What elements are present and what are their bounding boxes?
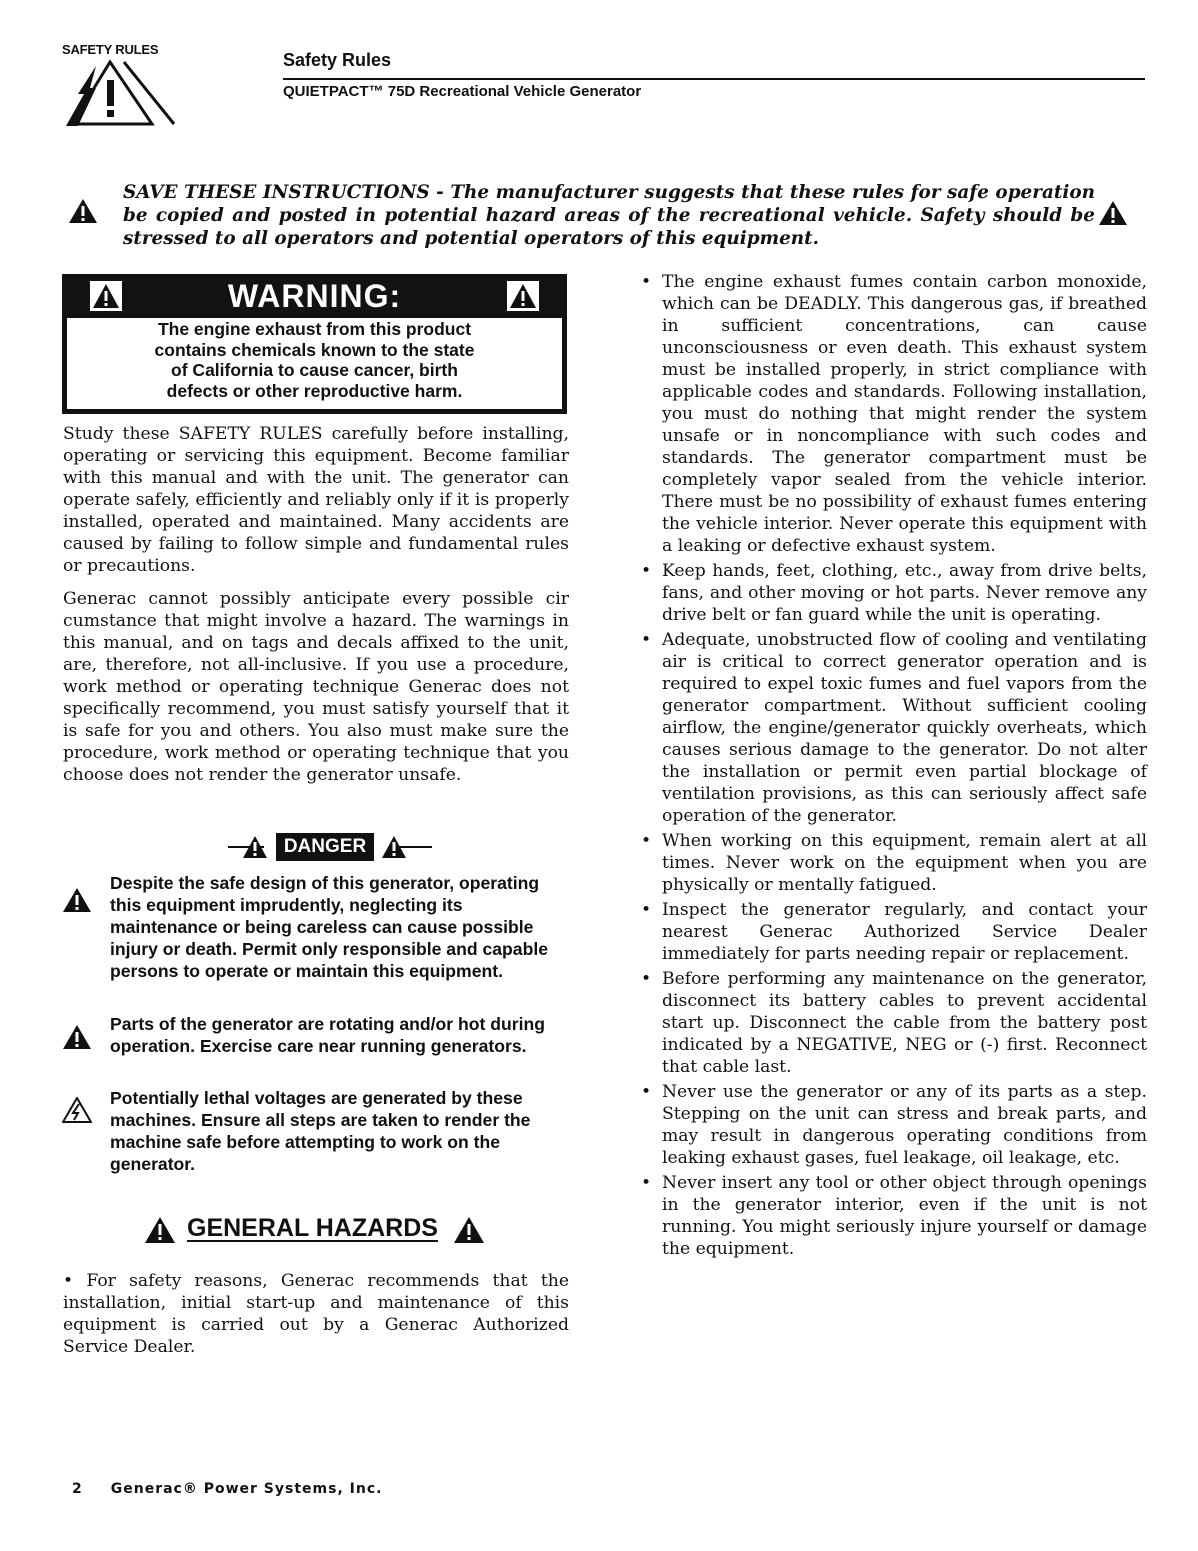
- bullet: •: [63, 1271, 87, 1291]
- list-item: [641, 968, 1147, 1078]
- warning-line: defects or other reproductive harm.: [166, 380, 463, 401]
- bullet: •: [641, 969, 652, 989]
- electrical-hazard-icon: [62, 1097, 92, 1123]
- warning-line: The engine exhaust from this product: [157, 319, 472, 339]
- list-item-text: Never insert any tool or other object through openings in the generator interior, even if the unit is not running. You might seriously injure yourself or damage the equipment.: [662, 1173, 1147, 1259]
- general-hazards-heading: [144, 1210, 494, 1250]
- warning-message: [67, 319, 562, 401]
- page-number: 2: [72, 1481, 83, 1497]
- warning-triangle-icon: [1098, 200, 1128, 226]
- warning-header: [62, 274, 567, 318]
- list-item: [63, 1270, 569, 1358]
- disclaimer-paragraph: Generac cannot possibly anticipate every possible cir cumstance that might involve a hazard. The warnings in this manual, and on tags and decals affixed to the unit, are, therefore, not all-inclusive. If you use a procedure, work method or operating technique Generac does not specifically recommend, you must satisfy yourself that it is safe for you and others. You also must make sure the procedure, work method or operating technique that you choose does not render the generator unsafe.: [63, 589, 569, 785]
- list-item-text: Keep hands, feet, clothing, etc., away from drive belts, fans, and other moving or hot parts. Never remove any drive belt or fan guard while the unit is operating.: [662, 561, 1147, 625]
- list-item: [641, 830, 1147, 896]
- list-item: [641, 1081, 1147, 1169]
- bullet: •: [641, 1082, 652, 1102]
- danger-label: DANGER: [276, 833, 374, 861]
- company-name: Generac® Power Systems, Inc.: [110, 1481, 383, 1497]
- warning-triangle-icon: [453, 1216, 485, 1244]
- page-footer: [72, 1481, 382, 1497]
- safety-rules-emblem: [62, 42, 184, 57]
- list-item: [641, 899, 1147, 965]
- bullet: •: [641, 272, 652, 292]
- list-item-text: Inspect the generator regularly, and contact your nearest Generac Authorized Service Dealer immediately for parts needing repair or replacement.: [662, 900, 1147, 964]
- danger-heading: [228, 833, 488, 861]
- save-instructions-text: SAVE THESE INSTRUCTIONS - The manufacturer suggests that these rules for safe operation be copied and posted in potential hazard areas of the recreational vehicle. Safety should be stressed to all operators and potential operators of this equipment.: [123, 182, 1095, 249]
- list-item: [641, 271, 1147, 557]
- warning-triangle-icon: [68, 198, 98, 224]
- divider: [396, 846, 432, 848]
- general-hazards-title: GENERAL HAZARDS: [187, 1214, 438, 1242]
- list-item-text: Before performing any maintenance on the generator, disconnect its battery cables to prevent accidental start up. Disconnect the cable from the battery post indicated by a NEGATIVE, NEG or (-) first. Reconnect that cable last.: [662, 969, 1147, 1077]
- warning-label: WARNING:: [227, 278, 402, 314]
- list-item-text: Never use the generator or any of its parts as a step. Stepping on the unit can stress and break parts, and may result in dangerous operating conditions from leaking exhaust gases, fuel leakage, oil leakage, etc.: [662, 1082, 1147, 1168]
- warning-triangle-icon: [144, 1216, 176, 1244]
- page-title: Safety Rules: [283, 50, 392, 70]
- warning-line: of California to cause cancer, birth: [171, 360, 458, 380]
- danger-item: Potentially lethal voltages are generated by these machines. Ensure all steps are taken to render the machine safe before attempting to work on the generator.: [110, 1088, 531, 1174]
- hazard-list: [641, 271, 1147, 1263]
- warning-box: [62, 274, 567, 414]
- list-item-text: The engine exhaust fumes contain carbon monoxide, which can be DEADLY. This dangerous gas, if breathed in sufficient concentrations, can cause unconsciousness or even death. This exhaust system must be installed properly, in strict compliance with applicable codes and standards. Following installation, you must do nothing that might render the system unsafe or in noncompliance with such codes and standards. The generator compartment must be completely vapor sealed from the vehicle interior. There must be no possibility of exhaust fumes entering the vehicle interior. Never operate this equipment with a leaking or defective exhaust system.: [662, 272, 1147, 556]
- bullet: •: [641, 561, 652, 581]
- warning-triangle-icon: [507, 281, 539, 311]
- list-item-text: For safety reasons, Generac recommends that the installation, initial start-up and maintenance of this equipment is carried out by a Generac Authorized Service Dealer.: [63, 1271, 569, 1357]
- warning-message-panel: [67, 318, 562, 409]
- bullet: •: [641, 831, 652, 851]
- danger-item: Parts of the generator are rotating and/or hot during operation. Exercise care near running generators.: [110, 1014, 545, 1056]
- intro-paragraph: Study these SAFETY RULES carefully before installing, operating or servicing this equipment. Become familiar with this manual and with the unit. The generator can operate safely, efficiently and reliably only if it is properly installed, operated and maintained. Many accidents are caused by failing to follow simple and fundamental rules or precautions.: [63, 424, 569, 576]
- warning-triangle-icon: [242, 835, 268, 859]
- list-item: [641, 560, 1147, 626]
- list-item: [641, 629, 1147, 827]
- bullet: •: [641, 630, 652, 650]
- warning-triangle-icon: [62, 887, 92, 913]
- bullet: •: [641, 900, 652, 920]
- warning-line: contains chemicals known to the state: [154, 339, 475, 360]
- emblem-label: SAFETY RULES: [62, 42, 159, 57]
- list-item-text: Adequate, unobstructed flow of cooling and ventilating air is critical to correct generator operation and is required to expel toxic fumes and fuel vapors from the generator compartment. Without sufficient cooling airflow, the engine/generator quickly overheats, which causes serious damage to the generator. Do not alter the installation or permit even partial blockage of ventilation provisions, as this can seriously affect safe operation of the generator.: [662, 630, 1147, 826]
- page-subtitle: QUIETPACT™ 75D Recreational Vehicle Generator: [283, 83, 642, 100]
- list-item-text: When working on this equipment, remain alert at all times. Never work on the equipment when you are physically or mentally fatigued.: [662, 831, 1147, 895]
- danger-item: Despite the safe design of this generator, operating this equipment imprudently, neglecting its maintenance or being careless can cause possible injury or death. Permit only responsible and capable persons to operate or maintain this equipment.: [110, 873, 548, 981]
- list-item: [641, 1172, 1147, 1260]
- lightning-warning-icon: [64, 58, 176, 128]
- header-rule: [283, 78, 1145, 80]
- warning-triangle-icon: [62, 1024, 92, 1050]
- bullet: •: [641, 1173, 652, 1193]
